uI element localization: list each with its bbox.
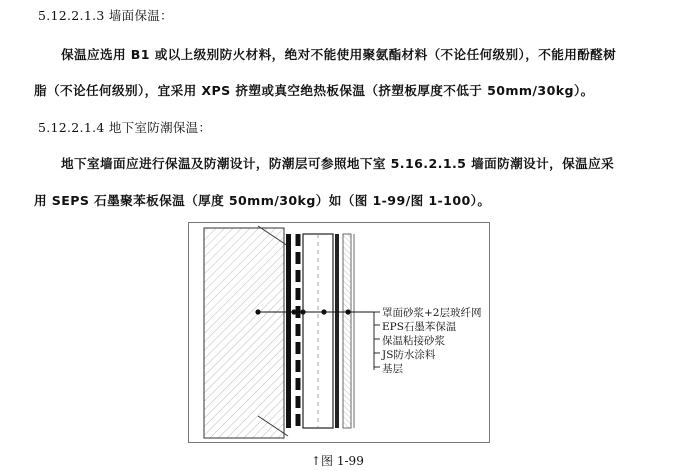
callout-dot	[255, 309, 260, 314]
callout-label: 保温粘接砂浆	[382, 335, 445, 347]
paragraph-line: 保温应选用 B1 或以上级别防火材料，绝对不能使用聚氨酯材料（不论任何级别），不能用酚醛树	[61, 47, 617, 62]
callout-dot	[321, 309, 326, 314]
callout-dot	[300, 309, 305, 314]
render-layer	[335, 234, 339, 428]
figure-caption: ↑图 1-99	[311, 454, 364, 468]
callout-label: JS防水涂料	[382, 349, 436, 361]
paragraph-line: 地下室墙面应进行保温及防潮设计，防潮层可参照地下室 5.16.2.1.5 墙面防潮设计，保温应采	[61, 156, 615, 171]
paragraph-line: 用 SEPS 石墨聚苯板保温（厚度 50mm/30kg）如（图 1-99/图 1-100）。	[34, 193, 491, 208]
callout-dot	[291, 309, 296, 314]
section-heading-wall-insulation: 5.12.2.1.3 墙面保温：	[38, 8, 173, 23]
section-heading-basement-insulation: 5.12.2.1.4 地下室防潮保温：	[38, 120, 212, 135]
finish-layer	[343, 234, 351, 428]
base-wall	[204, 228, 284, 438]
callout-label: 罩面砂浆+2层玻纤网	[382, 307, 482, 319]
waterproof-layer	[286, 234, 291, 428]
callout-dot	[345, 309, 350, 314]
callout-label: 基层	[382, 363, 403, 375]
paragraph-line: 脂（不论任何级别），宜采用 XPS 挤塑或真空绝热板保温（挤塑板厚度不低于 50mm/30kg）。	[34, 83, 594, 98]
callout-label: EPS石墨苯保温	[382, 321, 457, 333]
wall-section-diagram	[188, 222, 490, 444]
